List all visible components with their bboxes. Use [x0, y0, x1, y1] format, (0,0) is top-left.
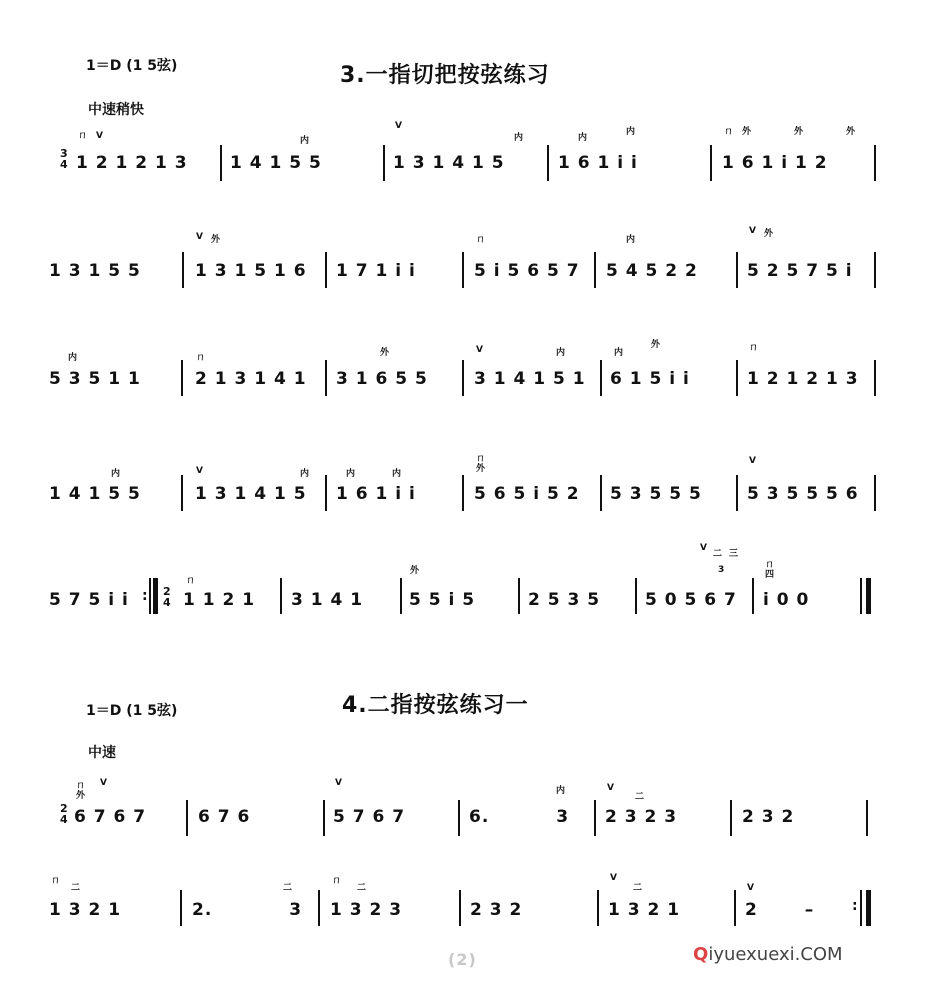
measure: 5 5 i 5 — [409, 590, 476, 610]
measure: 1 7 1 i i — [336, 261, 416, 281]
measure: 1 2 1 2 1 3 — [76, 153, 188, 173]
measure: 5 7 6 7 — [333, 807, 406, 827]
down-bow-mark: ㄇ — [476, 235, 486, 245]
barline — [180, 890, 182, 926]
up-bow-mark: V — [395, 121, 402, 131]
inner-string-mark: 内 — [578, 133, 588, 143]
barline — [860, 578, 862, 614]
time-sig-numerator: 2 — [163, 585, 171, 598]
barline — [752, 578, 754, 614]
measure: 1 4 1 5 5 — [230, 153, 322, 173]
measure: 3 1 4 1 — [291, 590, 364, 610]
down-bow-mark: ㄇ — [476, 454, 486, 464]
time-sig-numerator: 3 — [60, 147, 68, 160]
barline — [220, 145, 222, 181]
triplet-mark: 3 — [718, 565, 725, 575]
time-signature-change — [163, 586, 171, 608]
inner-string-mark: 内 — [556, 348, 566, 358]
outer-string-mark: 外 — [742, 127, 752, 137]
measure: 2. 3 — [192, 900, 303, 920]
measure: 1 3 2 3 — [330, 900, 403, 920]
piece-title: 4.二指按弦练习一 — [342, 693, 529, 718]
measure: 6 1 5 i i — [610, 369, 690, 389]
up-bow-mark: V — [610, 873, 617, 883]
barline — [734, 890, 736, 926]
page-number: (2) — [448, 950, 477, 969]
up-bow-mark: V — [335, 778, 342, 788]
measure: 6 7 6 7 — [74, 807, 147, 827]
inner-string-mark: 内 — [556, 786, 566, 796]
barline — [181, 475, 183, 511]
tempo-marking: 中速稍快 — [88, 102, 144, 118]
barline — [710, 145, 712, 181]
inner-string-mark: 内 — [300, 136, 310, 146]
measure: 2 – — [745, 900, 815, 920]
measure: i 0 0 — [763, 590, 810, 610]
measure: 1 4 1 5 5 — [49, 484, 141, 504]
inner-string-mark: 内 — [68, 353, 78, 363]
barline — [280, 578, 282, 614]
measure: 5 2 5 7 5 i — [747, 261, 853, 281]
measure: 1 6 1 i i — [558, 153, 638, 173]
up-bow-mark: V — [96, 131, 103, 141]
up-bow-mark: V — [607, 783, 614, 793]
outer-string-mark: 外 — [846, 127, 856, 137]
up-bow-mark: V — [749, 456, 756, 466]
barline — [635, 578, 637, 614]
repeat-dots: : — [142, 588, 148, 604]
second-finger-mark: 二 — [633, 883, 643, 893]
barline — [594, 800, 596, 836]
inner-string-mark: 内 — [346, 469, 356, 479]
barline — [462, 252, 464, 288]
key-signature: 1＝D (1 5弦) — [86, 703, 178, 719]
inner-string-mark: 内 — [614, 348, 624, 358]
inner-string-mark: 内 — [626, 235, 636, 245]
key-signature: 1＝D (1 5弦) — [86, 58, 178, 74]
barline — [736, 475, 738, 511]
barline — [325, 252, 327, 288]
barline — [458, 800, 460, 836]
down-bow-mark: ㄇ — [76, 781, 86, 791]
measure: 6 7 6 — [198, 807, 251, 827]
third-finger-mark: 三 — [729, 549, 739, 559]
measure: 2 3 2 3 — [605, 807, 678, 827]
final-barline — [866, 890, 871, 926]
measure: 6. 3 — [469, 807, 570, 827]
final-barline — [866, 578, 871, 614]
outer-string-mark: 外 — [476, 464, 486, 474]
barline — [594, 252, 596, 288]
down-bow-mark: ㄇ — [749, 343, 759, 353]
barline — [736, 360, 738, 396]
time-sig-numerator: 2 — [60, 802, 68, 815]
down-bow-mark: ㄇ — [332, 876, 342, 886]
second-finger-mark: 二 — [713, 549, 723, 559]
barline — [323, 800, 325, 836]
measure: 1 3 1 4 1 5 — [195, 484, 307, 504]
measure: 5 3 5 5 5 6 — [747, 484, 859, 504]
barline — [597, 890, 599, 926]
barline — [462, 360, 464, 396]
outer-string-mark: 外 — [651, 340, 661, 350]
measure: 2 1 3 1 4 1 — [195, 369, 307, 389]
watermark-logo: Q — [693, 944, 709, 965]
barline — [600, 360, 602, 396]
barline — [181, 360, 183, 396]
measure: 1 6 1 i 1 2 — [722, 153, 828, 173]
watermark-text: iyuexuexi.COM — [708, 944, 843, 965]
measure: 2 3 2 — [742, 807, 795, 827]
outer-string-mark: 外 — [410, 566, 420, 576]
barline — [182, 252, 184, 288]
measure: 1 3 2 1 — [608, 900, 681, 920]
barline — [547, 145, 549, 181]
barline — [318, 890, 320, 926]
barline — [730, 800, 732, 836]
barline — [149, 578, 151, 614]
repeat-dots: : — [852, 898, 858, 914]
inner-string-mark: 内 — [111, 469, 121, 479]
measure: 1 3 1 4 1 5 — [393, 153, 505, 173]
second-finger-mark: 二 — [71, 883, 81, 893]
second-finger-mark: 二 — [283, 883, 293, 893]
inner-string-mark: 内 — [626, 127, 636, 137]
measure: 5 4 5 2 2 — [606, 261, 698, 281]
up-bow-mark: V — [100, 778, 107, 788]
barline — [518, 578, 520, 614]
piece-title: 3.一指切把按弦练习 — [340, 63, 550, 88]
measure: 1 3 1 5 5 — [49, 261, 141, 281]
second-finger-mark: 二 — [357, 883, 367, 893]
measure: 2 5 3 5 — [528, 590, 601, 610]
down-bow-mark: ㄇ — [186, 576, 196, 586]
measure: 1 3 1 5 1 6 — [195, 261, 307, 281]
down-bow-mark: ㄇ — [724, 127, 734, 137]
outer-string-mark: 外 — [211, 235, 221, 245]
second-finger-mark: 二 — [635, 792, 645, 802]
barline — [325, 360, 327, 396]
down-bow-mark: ㄇ — [78, 131, 88, 141]
measure: 5 3 5 5 5 — [610, 484, 702, 504]
measure: 5 i 5 6 5 7 — [474, 261, 580, 281]
outer-string-mark: 外 — [380, 348, 390, 358]
barline — [459, 890, 461, 926]
measure: 3 1 6 5 5 — [336, 369, 428, 389]
up-bow-mark: V — [196, 232, 203, 242]
up-bow-mark: V — [476, 345, 483, 355]
measure: 3 1 4 1 5 1 — [474, 369, 586, 389]
measure: 5 3 5 1 1 — [49, 369, 141, 389]
tempo-marking: 中速 — [88, 745, 116, 761]
measure: 5 6 5 i 5 2 — [474, 484, 580, 504]
up-bow-mark: V — [196, 466, 203, 476]
measure: 5 0 5 6 7 — [645, 590, 737, 610]
barline — [186, 800, 188, 836]
down-bow-mark: ㄇ — [196, 353, 206, 363]
thick-barline — [153, 578, 158, 614]
barline — [874, 145, 876, 181]
down-bow-mark: ㄇ — [765, 560, 775, 570]
inner-string-mark: 内 — [392, 469, 402, 479]
measure: 5 7 5 i i — [49, 590, 129, 610]
barline — [866, 800, 868, 836]
time-sig-denominator: 4 — [163, 596, 171, 609]
barline — [874, 252, 876, 288]
up-bow-mark: V — [700, 543, 707, 553]
measure: 1 6 1 i i — [336, 484, 416, 504]
measure: 1 1 2 1 — [183, 590, 256, 610]
outer-string-mark: 外 — [764, 229, 774, 239]
inner-string-mark: 内 — [300, 469, 310, 479]
barline — [736, 252, 738, 288]
barline — [400, 578, 402, 614]
outer-string-mark: 外 — [76, 791, 86, 801]
up-bow-mark: V — [749, 226, 756, 236]
barline — [383, 145, 385, 181]
barline — [600, 475, 602, 511]
down-bow-mark: ㄇ — [51, 876, 61, 886]
barline — [462, 475, 464, 511]
time-signature — [60, 803, 68, 825]
outer-string-mark: 外 — [794, 127, 804, 137]
barline — [874, 360, 876, 396]
measure: 2 3 2 — [470, 900, 523, 920]
site-watermark — [693, 944, 843, 965]
fourth-finger-mark: 四 — [765, 570, 775, 580]
up-bow-mark: V — [747, 883, 754, 893]
time-signature — [60, 148, 68, 170]
inner-string-mark: 内 — [514, 133, 524, 143]
barline — [874, 475, 876, 511]
time-sig-denominator: 4 — [60, 158, 68, 171]
barline — [860, 890, 862, 926]
measure: 1 2 1 2 1 3 — [747, 369, 859, 389]
barline — [325, 475, 327, 511]
measure: 1 3 2 1 — [49, 900, 122, 920]
time-sig-denominator: 4 — [60, 813, 68, 826]
